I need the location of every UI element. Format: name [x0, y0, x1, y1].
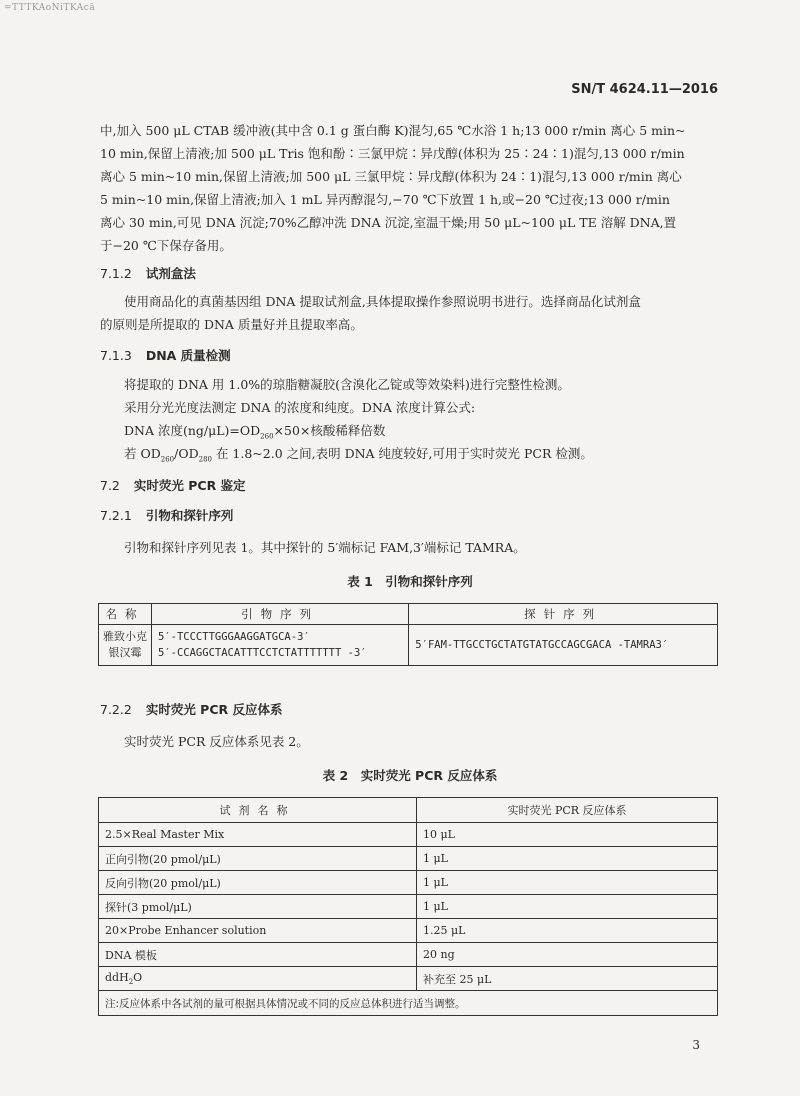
text-line: 离心 5 min~10 min,保留上清液;加 500 μL 三氯甲烷∶异戊醇(体积为 24∶1)混匀,13 000 r/min 离心: [100, 169, 682, 184]
text-part: /OD: [174, 446, 199, 461]
probe-sequence-cell: 5′FAM-TTGCCTGCTATGTATGCCAGCGACA -TAMRA3′: [409, 625, 718, 666]
reagent-cell: 20×Probe Enhancer solution: [99, 919, 417, 943]
section-heading-7-1-2: [100, 264, 196, 282]
section-title: 试剂盒法: [145, 266, 196, 281]
section-title: DNA 质量检测: [145, 348, 231, 363]
section-number: 7.1.2: [100, 266, 132, 281]
section-title: 实时荧光 PCR 鉴定: [133, 478, 246, 493]
table-row: [99, 967, 718, 991]
forward-primer: 5′-TCCCTTGGGAAGGATGCA-3′: [158, 631, 310, 643]
purity-criterion: [124, 442, 720, 472]
table-note: 注:反应体系中各试剂的量可根据具体情况或不同的反应总体积进行适当调整。: [99, 991, 718, 1016]
text-line: 中,加入 500 μL CTAB 缓冲液(其中含 0.1 g 蛋白酶 K)混匀,65 ℃水浴 1 h;13 000 r/min 离心 5 min~: [100, 123, 686, 138]
column-header: 探针序列: [409, 604, 718, 625]
text-line: 采用分光光度法测定 DNA 的浓度和纯度。DNA 浓度计算公式:: [124, 400, 476, 415]
subscript: 2: [128, 978, 134, 987]
formula-part: DNA 浓度(ng/μL)=OD: [124, 423, 261, 438]
text-part: ddH: [105, 970, 129, 984]
table-row: [99, 871, 718, 895]
text-line: 离心 30 min,可见 DNA 沉淀;70%乙醇冲洗 DNA 沉淀,室温干燥;用 50 μL~100 μL TE 溶解 DNA,置: [100, 215, 677, 230]
text-line: 使用商品化的真菌基因组 DNA 提取试剂盒,具体提取操作参照说明书进行。选择商品化试剂盒: [124, 294, 641, 309]
subscript: 260: [160, 455, 175, 464]
section-heading-7-2: [100, 476, 246, 494]
section-number: 7.2: [100, 478, 120, 493]
text-part: 在 1.8~2.0 之间,表明 DNA 纯度较好,可用于实时荧光 PCR 检测。: [211, 446, 593, 461]
section-heading-7-2-1: [100, 506, 233, 524]
table-row: [99, 823, 718, 847]
table-note-row: [99, 991, 718, 1016]
table-row: [99, 943, 718, 967]
table-row: [99, 895, 718, 919]
text-part: O: [133, 970, 143, 984]
scan-watermark: =TTTKAoNiTKAcā: [4, 3, 96, 13]
formula-subscript: 260: [260, 432, 274, 441]
section-heading-7-1-3: [100, 346, 231, 364]
amount-cell: 10 μL: [417, 823, 718, 847]
column-header: 引物序列: [152, 604, 409, 625]
page-number: 3: [692, 1038, 700, 1052]
table-row: [99, 919, 718, 943]
reverse-primer: 5′-CCAGGCTACATTTCCTCTATTTTTTT -3′: [158, 647, 367, 659]
amount-cell: 20 ng: [417, 943, 718, 967]
organism-name-line: 银汉霉: [108, 646, 142, 659]
table2-reaction-system: [98, 797, 718, 1016]
text-line: 引物和探针序列见表 1。其中探针的 5′端标记 FAM,3′端标记 TAMRA。: [124, 540, 526, 555]
column-header: 试剂名称: [99, 798, 417, 823]
section-number: 7.1.3: [100, 348, 132, 363]
reagent-cell: 正向引物(20 pmol/μL): [99, 847, 417, 871]
amount-cell: 1 μL: [417, 871, 718, 895]
text-line: 的原则是所提取的 DNA 质量好并且提取率高。: [100, 317, 363, 332]
text-line: 于−20 ℃下保存备用。: [100, 238, 232, 253]
subscript: 280: [198, 455, 212, 464]
column-header: 名称: [99, 604, 152, 625]
reagent-cell: [99, 967, 417, 991]
table-row: [99, 847, 718, 871]
column-header: 实时荧光 PCR 反应体系: [417, 798, 718, 823]
standard-number: SN/T 4624.11—2016: [571, 82, 718, 97]
table1-caption: 表 1 引物和探针序列: [347, 574, 473, 589]
text-line: 实时荧光 PCR 反应体系见表 2。: [124, 734, 309, 749]
table-row: [99, 625, 718, 666]
table-header-row: [99, 604, 718, 625]
primer-sequence-cell: [152, 625, 409, 666]
text-line: 10 min,保留上清液;加 500 μL Tris 饱和酚∶三氯甲烷∶异戊醇(体积为 25∶24∶1)混匀,13 000 r/min: [100, 146, 685, 161]
section-title: 实时荧光 PCR 反应体系: [145, 702, 283, 717]
amount-cell: 1 μL: [417, 847, 718, 871]
organism-name-cell: [99, 625, 152, 666]
text-line: 将提取的 DNA 用 1.0%的琼脂糖凝胶(含溴化乙锭或等效染料)进行完整性检测。: [124, 377, 570, 392]
text-line: 5 min~10 min,保留上清液;加入 1 mL 异丙醇混匀,−70 ℃下放置 1 h,或−20 ℃过夜;13 000 r/min: [100, 192, 670, 207]
section-number: 7.2.2: [100, 702, 132, 717]
reagent-cell: 探针(3 pmol/μL): [99, 895, 417, 919]
amount-cell: 补充至 25 μL: [417, 967, 718, 991]
reagent-cell: DNA 模板: [99, 943, 417, 967]
amount-cell: 1.25 μL: [417, 919, 718, 943]
table-header-row: [99, 798, 718, 823]
table1-primers-probes: [98, 603, 718, 666]
organism-name-line: 雅致小克: [103, 630, 147, 643]
section-heading-7-2-2: [100, 700, 282, 718]
formula-part: ×50×核酸稀释倍数: [273, 423, 386, 438]
reagent-cell: 2.5×Real Master Mix: [99, 823, 417, 847]
section-title: 引物和探针序列: [145, 508, 234, 523]
reagent-cell: 反向引物(20 pmol/μL): [99, 871, 417, 895]
table2-caption: 表 2 实时荧光 PCR 反应体系: [322, 768, 498, 783]
amount-cell: 1 μL: [417, 895, 718, 919]
text-part: 若 OD: [124, 446, 161, 461]
section-number: 7.2.1: [100, 508, 132, 523]
